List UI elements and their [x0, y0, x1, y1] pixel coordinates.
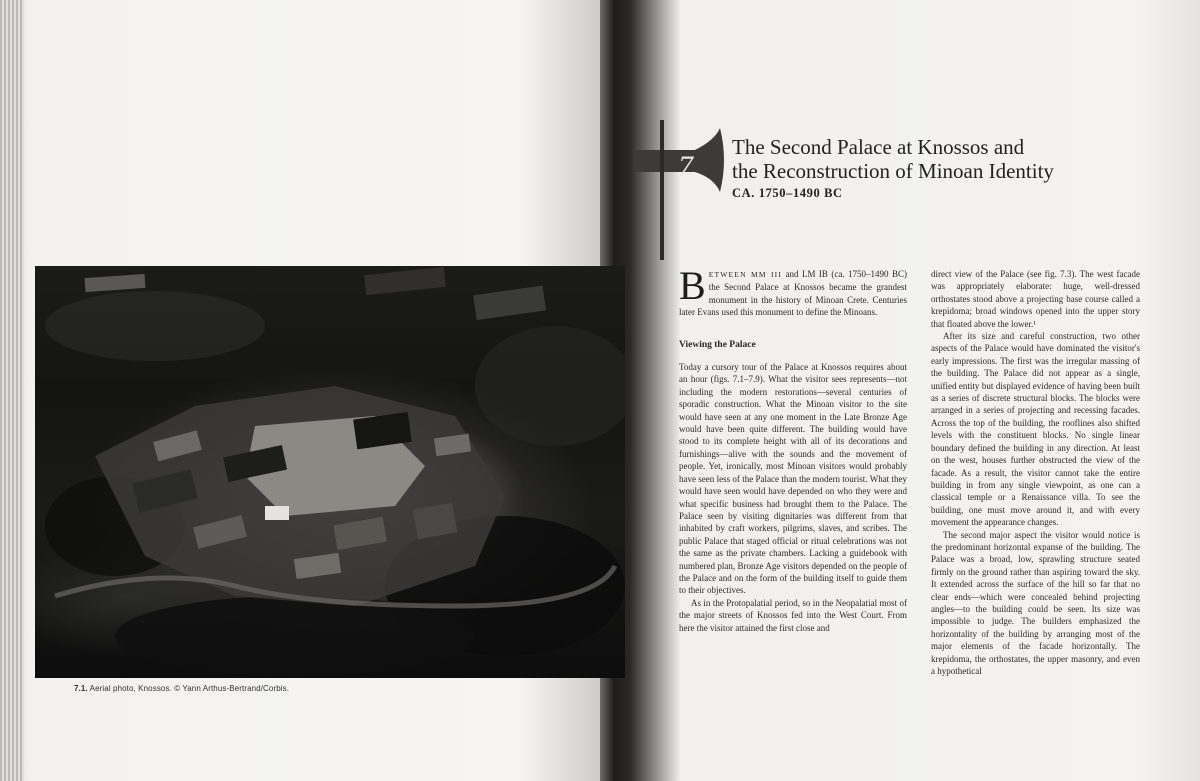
paragraph-5: The second major aspect the visitor would notice is the predominant horizontal expanse of the building. The Palace was a broad, low, sprawling structure seated firmly on the ground rather than aspiring toward the sky. It extended across the surface of the hill so far that no clear ends—which were concealed behind projecting angles—to the building could be seen. Its size was impossible to judge. The builders emphasized the horizontality of the building by arranging most of the major elements of the facade horizontally. The krepidoma, the orthostates, the upper masonry, and even a hypothetical [931, 529, 1140, 676]
figure-caption-text: Aerial photo, Knossos. © Yann Arthus-Bertrand/Corbis. [89, 684, 290, 693]
drop-cap: B [679, 263, 706, 308]
section-heading: Viewing the Palace [679, 339, 756, 350]
intro-text: and LM IB (ca. 1750–1490 BC) the Second Palace at Knossos became the grandest monument in the history of Minoan Crete. Centuries later Evans used this monument to define the Minoans. [679, 269, 907, 318]
chapter-title [732, 135, 1054, 183]
figure-caption-number: 7.1. [74, 684, 88, 693]
chapter-title-line-1: The Second Palace at Knossos and [732, 135, 1025, 159]
chapter-title-line-2: the Reconstruction of Minoan Identity [732, 159, 1054, 183]
aerial-photo-drawing [35, 266, 625, 678]
book-edge [0, 0, 24, 781]
paragraph-3: direct view of the Palace (see fig. 7.3). The west facade was appropriately elaborate: huge, well-dressed orthostates stood above a projecting base course called a krepidoma; broad windows opened into the upper story that floated above the lower.¹ [931, 269, 1140, 329]
intro-smallcaps: ETWEEN MM III [708, 270, 783, 279]
paragraph-1: Today a cursory tour of the Palace at Knossos requires about an hour (figs. 7.1–7.9). What the visitor sees represents—not including the modern restorations—several centuries of sporadic construction. What the Minoan visitor to the site would have seen at any one moment in the Late Bronze Age would have been quite different. The building would have stood to its complete height with all of its decorations and furnishings—alive with the sounds and the movement of people. Yet, ironically, most Minoan visitors would probably have seen less of the Palace than the modern tourist. What they would have seen would have depended on who they were and what specific business had brought them to the Palace. The Palace seen by visiting dignitaries was different from that inhabited by craft workers, pilgrims, slaves, and scribes. The public Palace that staged official or ritual celebrations was not the same as the private chambers. Lacking a guidebook with numbered plan, Bronze Age visitors depended on the people of the Palace and on the form of the building itself to guide them to their objectives. [679, 362, 907, 596]
paragraph-2: As in the Protopalatial period, so in the Neopalatial most of the major streets of Knossos fed into the West Court. From here the visitor attained the first close and [679, 597, 907, 633]
paragraph-4: After its size and careful construction, two other aspects of the Palace would have dominated the visitor's early impressions. The first was the irregular massing of the building. The Palace did not appear as a single, unified entity but displayed evidence of having been built as a series of discrete structural blocks. The blocks were arranged in a series of projecting and recessing facades. Across the top of the building, the rooflines also shifted levels with the constituent blocks. No single linear boundary defined the building in any direction. At least on the west, houses further obstructed the view of the facade. As a result, the visitor cannot take the entire building in from any single viewpoint, as one can a classical temple or a Renaissance villa. To see the building, one must move around it, and with every movement the appearance changes. [931, 331, 1140, 528]
double-axe-chapter-icon [620, 120, 730, 260]
chapter-dates: CA. 1750–1490 BC [732, 186, 843, 200]
figure-caption [74, 684, 289, 693]
text-column-left [679, 263, 907, 634]
text-column-right [931, 268, 1140, 677]
aerial-photo [35, 266, 625, 678]
chapter-number: 7 [678, 150, 693, 183]
intro-paragraph [679, 263, 907, 319]
